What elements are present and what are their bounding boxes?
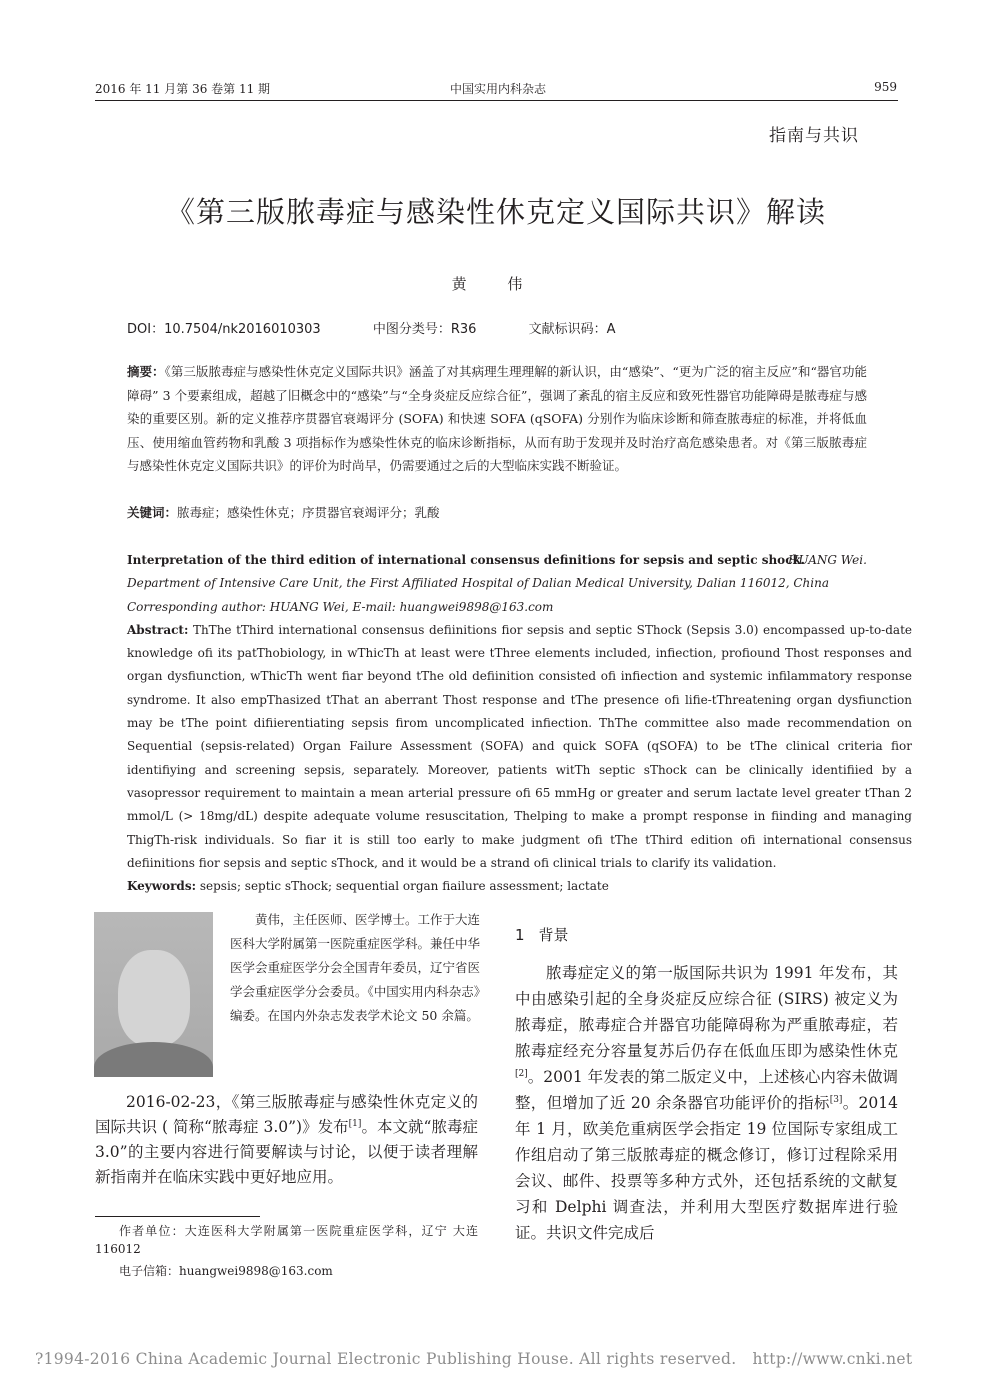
- author-bio: 黄伟，主任医师、医学博士。工作于大连医科大学附属第一医院重症医学科。兼任中华医学会重症医学分会全国青年委员，辽宁省医学会重症医学分会委员。《中国实用内科杂志》编委。在国内外杂志发表学术论文 50 余篇。: [230, 912, 481, 1023]
- intro-text-1: 2016-02-23，《第三版脓毒症与感染性休克定义的国际共识 ( 简称“脓毒症 3.0”)》发布: [95, 1093, 478, 1136]
- citation-ref: [3]: [829, 1094, 843, 1105]
- article-author: 黄 伟: [451, 275, 541, 293]
- document-code: 文献标识码：A: [528, 322, 616, 337]
- section-title: 背景: [538, 926, 569, 944]
- english-abstract-text: ThThe tThird international consensus defiinitions fior sepsis and septic SThock (Sepsis 3.0) encompassed up-to-date knowledge ofi its patThobiology, in wThicTh at least were tThree elements included, infiection, profiound Thost responses and organ dysfiunction, wThicTh went fiar beyond tThe old defiinition consisted ofi infiection and systemic infilammatory response syndrome. It also empThasized tThat an aberrant Thost response and tThe presence ofi lifie-tThreatening organ dysfiunction may be tThe point difiierentiating sepsis firom uncomplicated infiection. ThThe committee also made recommendation on Sequential (sepsis-related) Organ Failure Assessment (SOFA) and quick SOFA (qSOFA) to be tThe clinical criteria fior identifiying and screening sepsis, separately. Moreover, patients witTh septic sThock can be clinically identifiied by a vasopressor requirement to maintain a mean arterial pressure ofi 65 mmHg or greater and serum lactate level greater tThan 2 mmol/L (> 18mg/dL) despite adequate volume resuscitation, Thelping to make a prompt response in fiinding and managing ThigTh-risk individuals. So fiar it is still too early to make judgment ofi tThe tThird edition ofi international consensus defiinitions fior sepsis and septic sThock, and it would be a strand ofi clinical trials to clarify its validation.: [127, 622, 912, 870]
- chinese-keywords-text: 脓毒症；感染性休克；序贯器官衰竭评分；乳酸: [177, 505, 440, 520]
- chinese-abstract-label: 摘要：: [127, 364, 165, 379]
- article-title: 《第三版脓毒症与感染性休克定义国际共识》解读: [165, 195, 826, 229]
- footnote-email: 电子信箱：huangwei9898@163.com: [119, 1264, 333, 1278]
- intro-paragraph: [95, 1090, 478, 1190]
- chinese-abstract-text: 《第三版脓毒症与感染性休克定义国际共识》涵盖了对其病理生理理解的新认识，由“感染”、“更为广泛的宿主反应”和“器官功能障碍” 3 个要素组成，超越了旧概念中的“感染”与“全身炎症反应综合征”，强调了紊乱的宿主反应和致死性器官功能障碍是脓毒症与感染的重要区别。新的定义推荐序贯器官衰竭评分 (SOFA) 和快速 SOFA (qSOFA) 分别作为临床诊断和筛查脓毒症的标准，并将低血压、使用缩血管药物和乳酸 3 项指标作为感染性休克的临床诊断指标，从而有助于发现并及时治疗高危感染患者。对《第三版脓毒症与感染性休克定义国际共识》的评价为时尚早，仍需要通过之后的大型临床实践不断验证。: [127, 364, 867, 473]
- citation-ref: [2]: [515, 1068, 528, 1079]
- chinese-keywords-label: 关键词：: [127, 505, 178, 520]
- header-journal: 中国实用内科杂志: [450, 82, 547, 96]
- section-text-3: 。2014 年 1 月，欧美危重病医学会指定 19 位国际专家组成工作组启动了第三版脓毒症的概念修订，修订过程除采用会议、邮件、投票等多种方式外，还包括系统的文献复习和 Delphi 调查法，并利用大型医疗数据库进行验证。共识文件完成后: [515, 1094, 898, 1242]
- english-affiliation: Department of Intensive Care Unit, the First Affiliated Hospital of Dalian Medical University, Dalian 116012, China: [127, 576, 829, 591]
- section-tag: 指南与共识: [769, 126, 859, 146]
- section-heading: [515, 924, 569, 945]
- section-text-1: 脓毒症定义的第一版国际共识为 1991 年发布，其中由感染引起的全身炎症反应综合征 (SIRS) 被定义为脓毒症，脓毒症合并器官功能障碍称为严重脓毒症，若脓毒症经充分容量复苏后仍存在低血压即为感染性休克: [515, 964, 898, 1060]
- english-abstract-block: [127, 549, 912, 898]
- english-title: Interpretation of the third edition of international consensus definitions for sepsis and septic shock.: [127, 553, 805, 567]
- copyright-text: ?1994-2016 China Academic Journal Electronic Publishing House. All rights reserved.: [35, 1350, 737, 1368]
- author-photo: [94, 912, 213, 1077]
- header-page-number: 959: [874, 80, 897, 94]
- footnote-divider: [95, 1216, 260, 1217]
- copyright-footer: [35, 1350, 912, 1368]
- header-divider: [95, 100, 898, 101]
- author-photo-shoulders: [94, 1042, 213, 1077]
- chinese-abstract: [127, 360, 867, 478]
- header-issue: 2016 年 11 月第 36 卷第 11 期: [95, 82, 271, 96]
- citation-ref: [1]: [348, 1118, 362, 1129]
- english-corresponding-author: Corresponding author: HUANG Wei, E-mail: huangwei9898@163.com: [127, 599, 554, 614]
- english-keywords-label: Keywords:: [127, 879, 197, 894]
- author-photo-head: [118, 950, 190, 1046]
- section-number: 1: [515, 926, 525, 944]
- english-keywords: [127, 875, 912, 898]
- article-meta: [127, 318, 663, 337]
- running-header: [95, 80, 897, 100]
- english-keywords-text: sepsis; septic sThock; sequential organ fiailure assessment; lactate: [199, 879, 609, 894]
- footer-url[interactable]: http://www.cnki.net: [752, 1350, 913, 1368]
- doi: DOI：10.7504/nk2016010303: [127, 322, 321, 337]
- english-abstract: [127, 619, 912, 875]
- section-text-2: 。2001 年发表的第二版定义中，上述核心内容未做调整，但增加了近 20 余条器官功能评价的指标: [515, 1068, 898, 1112]
- chinese-keywords: [127, 501, 867, 525]
- clc-number: 中图分类号：R36: [372, 322, 477, 337]
- english-author: HUANG Wei.: [788, 553, 867, 567]
- english-abstract-label: Abstract:: [127, 622, 189, 637]
- footnote-affiliation: 作者单位：大连医科大学附属第一医院重症医学科，辽宁 大连 116012: [95, 1224, 478, 1256]
- section-paragraph: [515, 960, 898, 1246]
- intro-text-2: 。本文就“脓毒症 3.0”的主要内容进行简要解读与讨论，以便于读者理解新指南并在临床实践中更好地应用。: [95, 1118, 478, 1186]
